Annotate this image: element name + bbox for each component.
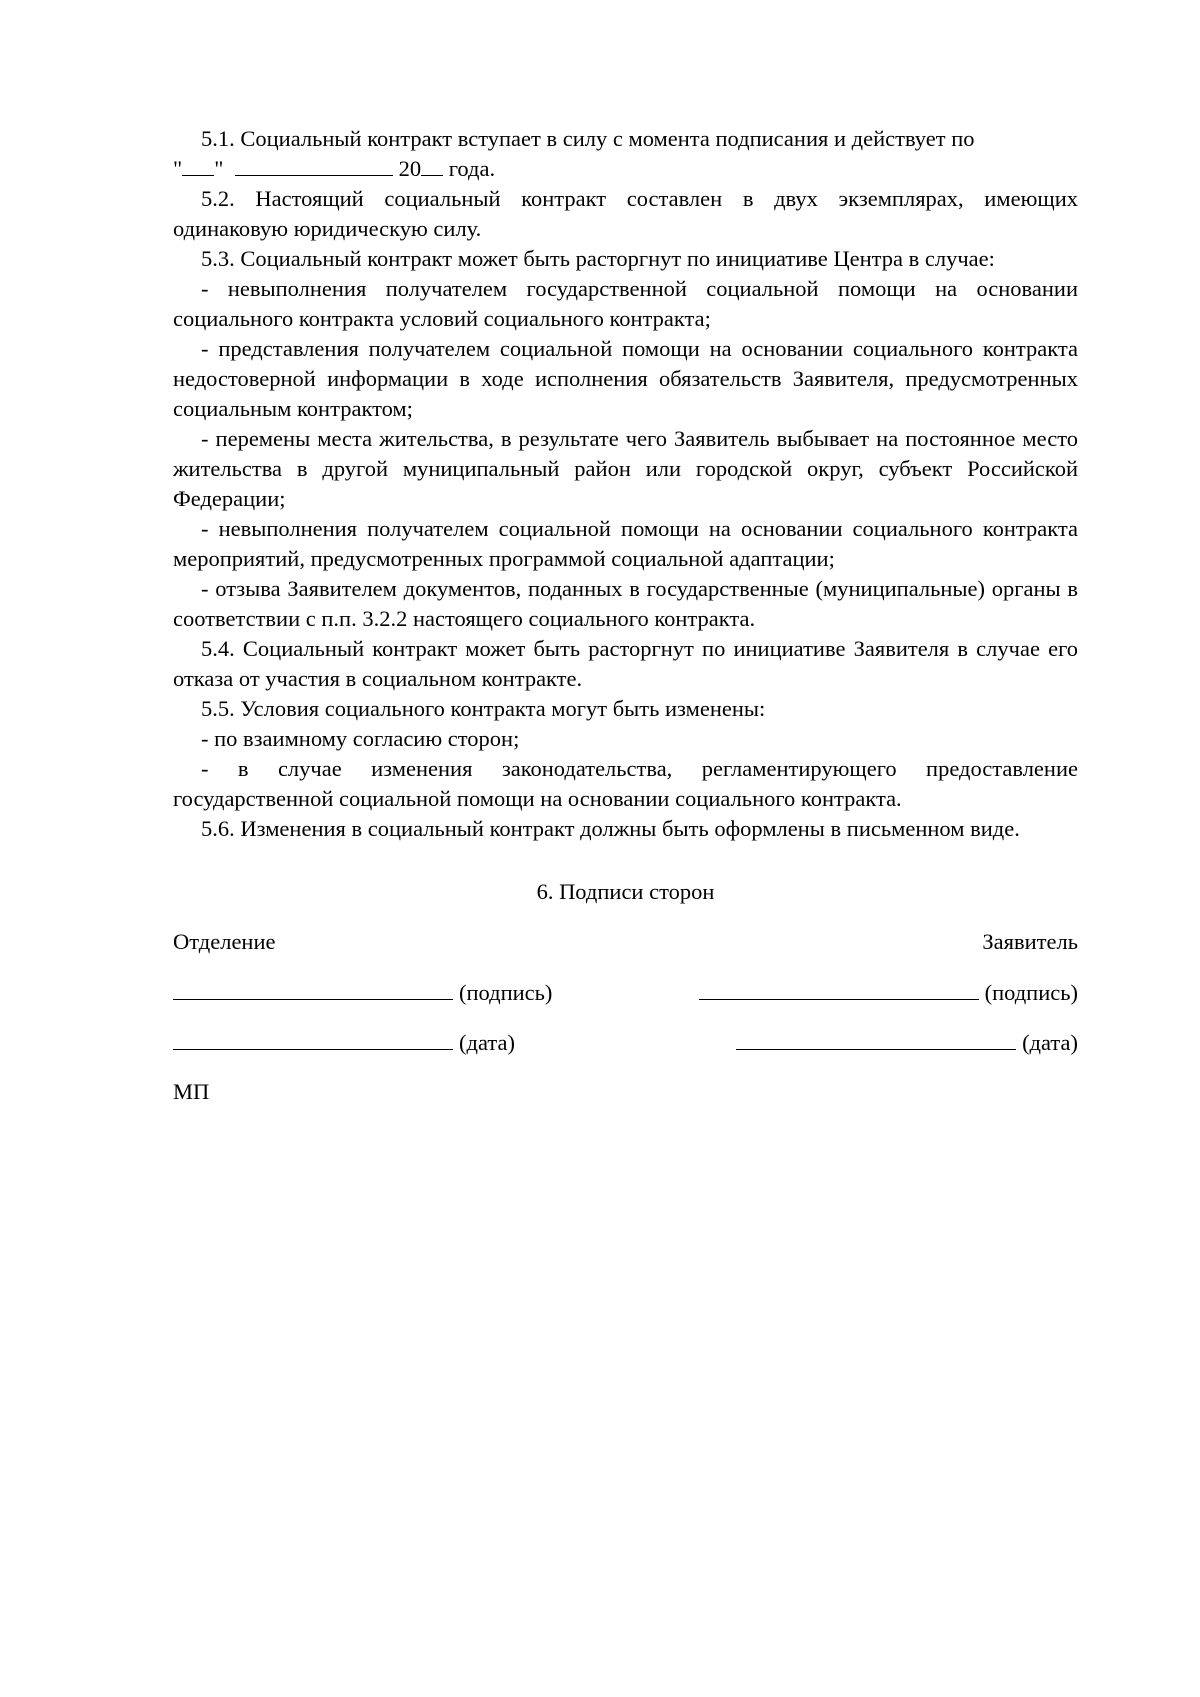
right-date-caption: (дата) xyxy=(1022,1030,1078,1055)
clause-5-3-item: - невыполнения получателем государственной социальной помощи на основании социального контракта условий социального контракта; xyxy=(173,276,1078,331)
clause-5-1-text: 5.1. Социальный контракт вступает в силу с момента подписания и действует по xyxy=(201,126,975,151)
left-date-block xyxy=(173,1027,515,1058)
clause-5-5-item: - в случае изменения законодательства, регламентирующего предоставление государственной социальной помощи на основании социального контракта. xyxy=(173,756,1078,811)
clause-5-5: 5.5. Условия социального контракта могут быть изменены: xyxy=(201,696,766,721)
left-signature-line xyxy=(173,977,453,1000)
right-date-line xyxy=(736,1027,1016,1050)
left-party-label: Отделение xyxy=(173,929,276,954)
clause-5-2: 5.2. Настоящий социальный контракт составлен в двух экземплярах, имеющих одинаковую юридическую силу. xyxy=(173,186,1078,241)
date-row xyxy=(173,1027,1078,1057)
clause-5-3-item: - перемены места жительства, в результате чего Заявитель выбывает на постоянное место жительства в другой муниципальный район или городской округ, субъект Российской Федерации; xyxy=(173,426,1078,511)
clause-5-3-item: - представления получателем социальной помощи на основании социального контракта недостоверной информации в ходе исполнения обязательств Заявителя, предусмотренных социальным контрактом; xyxy=(173,336,1078,421)
year-suffix: года. xyxy=(443,156,496,181)
clause-5-3-item: - отзыва Заявителем документов, поданных в государственные (муниципальные) органы в соответствии с п.п. 3.2.2 настоящего социального контракта. xyxy=(173,576,1078,631)
year-blank xyxy=(421,155,443,176)
quote-close: " xyxy=(214,156,224,181)
left-date-line xyxy=(173,1027,453,1050)
clause-5-5-item: - по взаимному согласию сторон; xyxy=(201,726,520,751)
right-signature-line xyxy=(699,977,979,1000)
left-date-caption: (дата) xyxy=(459,1030,515,1055)
parties-row xyxy=(173,927,1078,957)
clause-5-6: 5.6. Изменения в социальный контракт должны быть оформлены в письменном виде. xyxy=(201,816,1020,841)
right-date-block xyxy=(736,1027,1078,1058)
stamp-label: МП xyxy=(173,1079,210,1104)
clause-5-1 xyxy=(173,124,1078,154)
clause-5-3-item: - невыполнения получателем социальной помощи на основании социального контракта мероприятий, предусмотренных программой социальной адаптации; xyxy=(173,516,1078,571)
day-blank xyxy=(182,155,214,176)
year-prefix: 20 xyxy=(398,156,422,181)
clause-5-4: 5.4. Социальный контракт может быть расторгнут по инициативе Заявителя в случае его отказа от участия в социальном контракте. xyxy=(173,636,1078,691)
clause-5-1-date-line xyxy=(173,154,1078,184)
clause-5-3: 5.3. Социальный контракт может быть расторгнут по инициативе Центра в случае: xyxy=(201,246,995,271)
left-signature-caption: (подпись) xyxy=(459,980,553,1005)
right-signature-block xyxy=(699,977,1078,1008)
document-page xyxy=(173,124,1078,1107)
signatures-heading: 6. Подписи сторон xyxy=(536,879,715,904)
left-signature-block xyxy=(173,977,552,1008)
month-blank xyxy=(235,155,393,176)
right-signature-caption: (подпись) xyxy=(984,980,1078,1005)
signature-row xyxy=(173,977,1078,1007)
quote-open: " xyxy=(173,156,183,181)
right-party-label: Заявитель xyxy=(982,929,1078,954)
